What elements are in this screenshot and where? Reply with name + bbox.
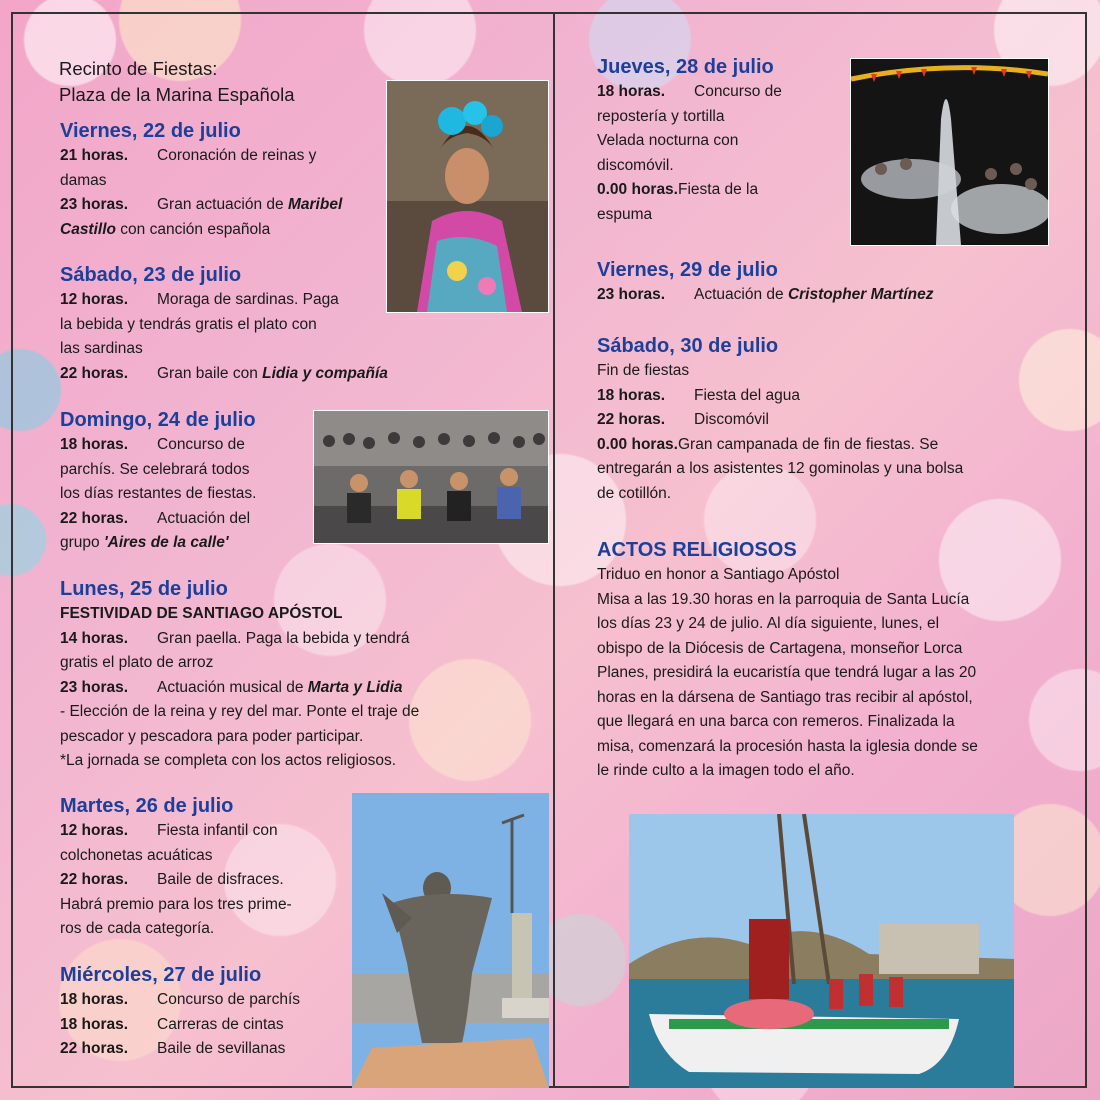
event-text: Moraga de sardinas. Paga (157, 291, 339, 308)
event-text: Gran campanada de fin de fiestas. Se (678, 435, 939, 453)
day-sabado-23 (60, 262, 390, 386)
event-text: Carreras de cintas (157, 1015, 284, 1033)
event-text: Fiesta infantil con (157, 822, 278, 839)
religious-line: Planes, presidirá la eucaristía que tendrá lugar a las 20 (597, 664, 977, 681)
event-time: 18 horas. (60, 991, 129, 1008)
day-title: Martes, 26 de julio (60, 795, 234, 817)
event-text: Concurso de parchís (157, 991, 301, 1008)
event-text: los días restantes de fiestas. (60, 485, 257, 502)
religious-line: Misa a las 19.30 horas en la parroquia de Santa Lucía (597, 590, 970, 608)
day-title: Sábado, 23 de julio (60, 264, 242, 286)
religious-line: obispo de la Diócesis de Cartagena, monseñor Lorca (597, 639, 963, 657)
event-time: 0.00 horas. (597, 181, 678, 198)
day-title: Lunes, 25 de julio (60, 578, 228, 600)
event-time: 14 horas. (60, 629, 129, 647)
day-viernes-22 (60, 118, 390, 242)
column-divider (553, 12, 555, 1088)
event-time: 18 horas. (60, 436, 129, 453)
event-time: 18 horas. (597, 83, 666, 100)
statue-photo (352, 793, 549, 1088)
performer-name: Maribel (287, 196, 343, 213)
performer-name: 'Aires de la calle' (103, 534, 229, 551)
performer-name: Lidia y compañía (262, 364, 388, 382)
event-text: Discomóvil (694, 411, 769, 428)
note-text: - Elección de la reina y rey del mar. Ponte el traje de (60, 703, 420, 720)
event-text: grupo (60, 534, 104, 551)
event-text: Concurso de (157, 436, 245, 453)
event-time: 23 horas. (60, 196, 129, 213)
singer-photo (386, 80, 549, 313)
religious-line: misa, comenzará la procesión hasta la iglesia donde se (597, 737, 978, 755)
venue-label: Recinto de Fiestas: (59, 58, 218, 79)
day-title: Domingo, 24 de julio (60, 409, 256, 431)
event-time: 23 horas. (597, 286, 666, 303)
day-title: Viernes, 22 de julio (60, 120, 241, 142)
event-text: Velada nocturna con (597, 132, 739, 149)
event-text: Actuación de (694, 286, 788, 303)
day-title: Viernes, 29 de julio (597, 259, 778, 281)
event-text: Coronación de reinas y (157, 147, 317, 164)
religious-line: horas en la dársena de Santiago tras recibir al apóstol, (597, 688, 973, 706)
event-text: repostería y tortilla (597, 107, 725, 125)
religious-line: Triduo en honor a Santiago Apóstol (597, 566, 840, 583)
event-text: Fin de fiestas (597, 362, 690, 379)
venue-name: Plaza de la Marina Española (59, 84, 295, 105)
religious-section (597, 537, 1042, 784)
event-time: 22 horas. (60, 364, 129, 382)
event-text: Fiesta del agua (694, 386, 800, 404)
event-time: 12 horas. (60, 822, 129, 839)
event-text: Concurso de (694, 83, 782, 100)
performer-name: Marta y Lidia (307, 678, 403, 696)
event-time: 22 horas. (60, 871, 129, 888)
event-text: Gran baile con (157, 364, 263, 382)
event-time: 22 horas. (60, 509, 129, 527)
religious-line: los días 23 y 24 de julio. Al día siguiente, lunes, el (597, 615, 940, 632)
event-text: Gran paella. Paga la bebida y tendrá (157, 629, 410, 647)
boat-procession-photo (629, 814, 1014, 1088)
performer-name: Castillo (60, 220, 116, 238)
foam-party-photo (850, 58, 1049, 246)
event-text: con canción española (115, 220, 271, 238)
event-text: de cotillón. (597, 484, 672, 502)
note-text: *La jornada se completa con los actos religiosos. (60, 752, 397, 769)
event-time: 21 horas. (60, 147, 129, 164)
event-text: parchís. Se celebrará todos (60, 460, 250, 478)
event-text: damas (60, 171, 107, 189)
event-text: Habrá premio para los tres prime- (60, 895, 292, 913)
event-text: Baile de disfraces. (157, 871, 284, 888)
performer-name: Cristopher Martínez (787, 286, 934, 303)
event-text: gratis el plato de arroz (60, 654, 214, 671)
note-text: pescador y pescadora para poder participar. (60, 727, 364, 745)
event-time: 0.00 horas. (597, 435, 678, 453)
event-text: Actuación musical de (157, 678, 308, 696)
religious-line: le rinde culto a la imagen todo el año. (597, 762, 855, 779)
day-martes-26 (60, 793, 345, 942)
day-domingo-24 (60, 407, 310, 556)
event-text: ros de cada categoría. (60, 920, 215, 937)
day-miercoles-27 (60, 962, 345, 1062)
event-text: espuma (597, 205, 653, 223)
event-text: Gran actuación de (157, 196, 288, 213)
day-title: Sábado, 30 de julio (597, 335, 779, 357)
day-sabado-30 (597, 333, 1047, 506)
event-text: colchonetas acuáticas (60, 846, 213, 864)
day-title: Jueves, 28 de julio (597, 56, 774, 78)
event-text: la bebida y tendrás gratis el plato con (60, 315, 317, 333)
day-subtitle: FESTIVIDAD DE SANTIAGO APÓSTOL (60, 605, 343, 622)
day-viernes-29 (597, 257, 1047, 308)
event-time: 18 horas. (60, 1015, 129, 1033)
religious-line: que llegará en una barca con remeros. Finalizada la (597, 713, 955, 730)
event-time: 22 horas. (597, 411, 666, 428)
event-text: discomóvil. (597, 156, 674, 174)
band-photo (313, 410, 549, 544)
event-time: 22 horas. (60, 1040, 129, 1057)
event-text: Actuación del (157, 509, 251, 527)
day-jueves-28 (597, 54, 847, 227)
event-time: 23 horas. (60, 678, 129, 696)
event-text: Fiesta de la (678, 181, 759, 198)
event-time: 18 horas. (597, 386, 666, 404)
event-text: Baile de sevillanas (157, 1040, 286, 1057)
event-time: 12 horas. (60, 291, 129, 308)
event-text: las sardinas (60, 340, 143, 357)
religious-title: ACTOS RELIGIOSOS (597, 539, 797, 561)
day-lunes-25 (60, 576, 500, 774)
event-text: entregarán a los asistentes 12 gominolas y una bolsa (597, 460, 964, 477)
day-title: Miércoles, 27 de julio (60, 964, 262, 986)
